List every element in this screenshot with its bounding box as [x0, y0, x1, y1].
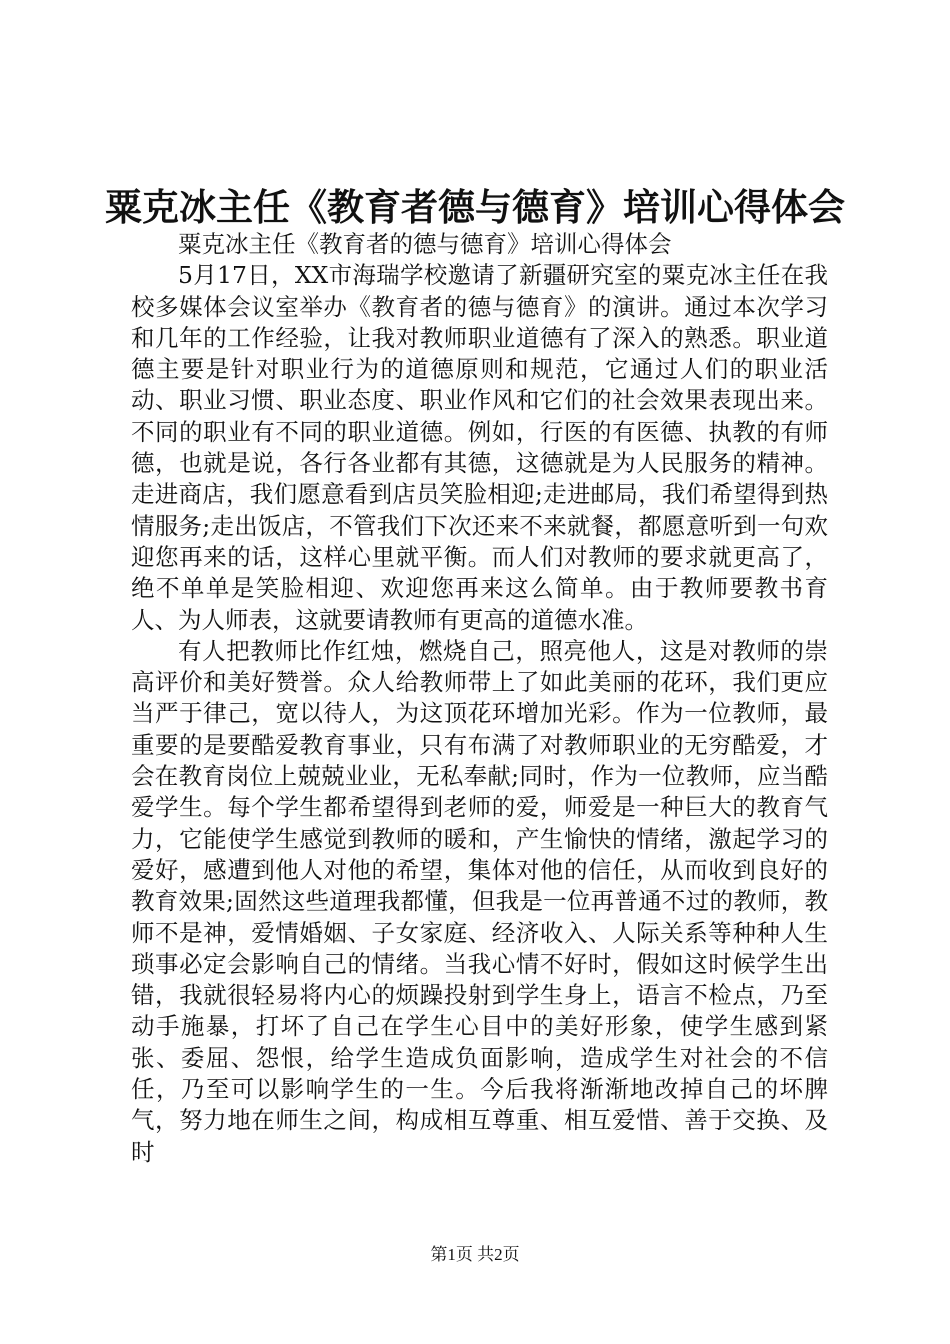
document-body	[131, 229, 828, 1168]
document-title: 粟克冰主任《教育者德与德育》培训心得体会	[105, 186, 845, 229]
page-footer: 第1页 共2页	[430, 1245, 520, 1264]
document-subtitle: 粟克冰主任《教育者的德与德育》培训心得体会	[178, 230, 672, 258]
paragraph-2: 有人把教师比作红烛，燃烧自己，照亮他人，这是对教师的崇高评价和美好赞誉。众人给教师带上了如此美丽的花环，我们更应当严于律己，宽以待人，为这顶花环增加光彩。作为一位教师，最重要的是要酷爱教育事业，只有布满了对教师职业的无穷酷爱，才会在教育岗位上兢兢业业，无私奉献;同时，作为一位教师，应当酷爱学生。每个学生都希望得到老师的爱，师爱是一种巨大的教育气力，它能使学生感觉到教师的暖和，产生愉快的情绪，激起学习的爱好，感遭到他人对他的希望，集体对他的信任，从而收到良好的教育效果;固然这些道理我都懂，但我是一位再普通不过的教师，教师不是神，爱情婚姻、子女家庭、经济收入、人际关系等种种人生琐事必定会影响自己的情绪。当我心情不好时，假如这时候学生出错，我就很轻易将内心的烦躁投射到学生身上，语言不检点，乃至动手施暴，打坏了自己在学生心目中的美好形象，使学生感到紧张、委屈、怨恨，给学生造成负面影响，造成学生对社会的不信任，乃至可以影响学生的一生。今后我将渐渐地改掉自己的坏脾气，努力地在师生之间，构成相互尊重、相互爱惜、善于交换、及时	[131, 636, 828, 1166]
paragraph-1: 5月17日，XX市海瑞学校邀请了新疆研究室的粟克冰主任在我校多媒体会议室举办《教育者的德与德育》的演讲。通过本次学习和几年的工作经验，让我对教师职业道德有了深入的熟悉。职业道德主要是针对职业行为的道德原则和规范，它通过人们的职业活动、职业习惯、职业态度、职业作风和它们的社会效果表现出来。不同的职业有不同的职业道德。例如，行医的有医德、执教的有师德，也就是说，各行各业都有其德，这德就是为人民服务的精神。走进商店，我们愿意看到店员笑脸相迎;走进邮局，我们希望得到热情服务;走出饭店，不管我们下次还来不来就餐，都愿意听到一句欢迎您再来的话，这样心里就平衡。而人们对教师的要求就更高了，绝不单单是笑脸相迎、欢迎您再来这么简单。由于教师要教书育人、为人师表，这就要请教师有更高的道德水准。	[131, 261, 828, 634]
